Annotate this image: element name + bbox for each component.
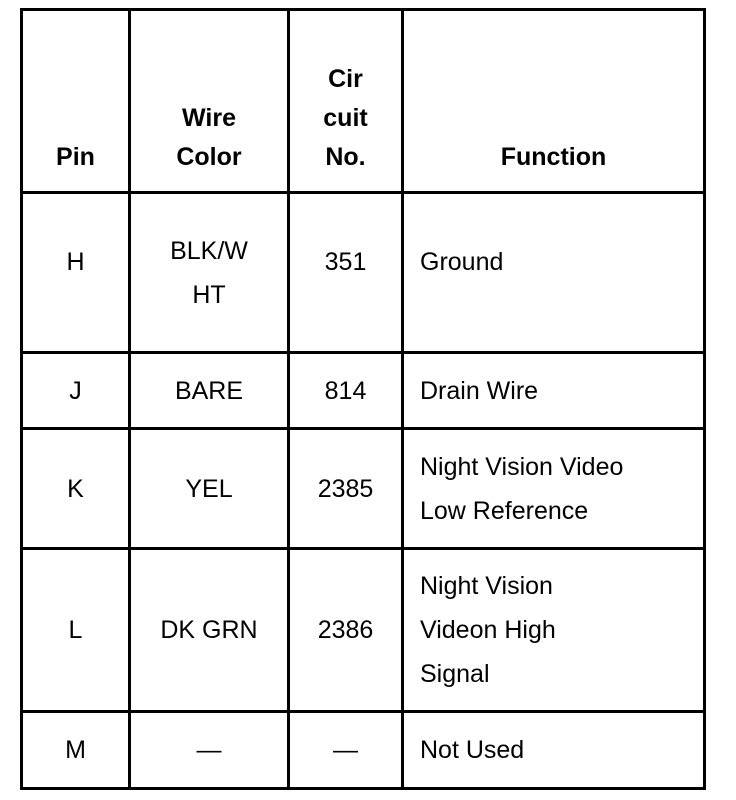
circuit-no-cell: 2386 <box>317 616 374 644</box>
table-border-right <box>703 8 706 790</box>
pin-cell: L <box>68 616 83 644</box>
table-row <box>290 354 401 427</box>
circuit-no-cell: 814 <box>324 376 367 405</box>
table-row <box>404 550 703 710</box>
header-row <box>404 11 703 191</box>
table-row <box>131 430 287 547</box>
header-pin: Pin <box>56 143 95 171</box>
header-row <box>290 11 401 191</box>
function-cell: Drain Wire <box>420 376 539 405</box>
wire-color-cell: BARE <box>174 376 244 405</box>
table-row <box>23 713 128 787</box>
pin-cell: J <box>69 376 82 405</box>
table-border-bottom <box>20 787 706 790</box>
table-row <box>404 430 703 547</box>
header-row <box>131 11 287 191</box>
circuit-no-cell: 2385 <box>317 474 374 503</box>
wire-color-cell: YEL <box>185 474 233 503</box>
circuit-no-cell: 351 <box>324 247 367 276</box>
wire-color-cell: BLK/W HT <box>170 236 248 309</box>
pin-cell: H <box>66 247 85 276</box>
table-row <box>404 354 703 427</box>
circuit-no-cell: — <box>333 736 358 764</box>
function-cell: Ground <box>420 247 504 276</box>
table-row <box>131 713 287 787</box>
table-row <box>404 194 703 351</box>
table-row <box>23 550 128 710</box>
function-cell: Night Vision Videon High Signal <box>420 572 556 688</box>
table-row <box>23 430 128 547</box>
table-row <box>131 550 287 710</box>
header-circuit-no: Cir cuit No. <box>323 65 368 171</box>
header-function: Function <box>500 143 607 171</box>
connector-pinout-table <box>20 8 706 790</box>
table-row <box>131 354 287 427</box>
table-row <box>290 713 401 787</box>
wire-color-cell: — <box>196 736 222 764</box>
table-row <box>23 194 128 351</box>
table-row <box>404 713 703 787</box>
table-row <box>290 550 401 710</box>
pin-cell: K <box>67 474 84 503</box>
table-row <box>290 194 401 351</box>
header-wire-color: Wire Color <box>176 104 242 171</box>
table-row <box>290 430 401 547</box>
function-cell: Not Used <box>420 736 525 764</box>
table-row <box>131 194 287 351</box>
table-row <box>23 354 128 427</box>
pin-cell: M <box>65 736 86 764</box>
wire-color-cell: DK GRN <box>160 616 258 644</box>
header-row <box>23 11 128 191</box>
function-cell: Night Vision Video Low Reference <box>420 452 624 525</box>
